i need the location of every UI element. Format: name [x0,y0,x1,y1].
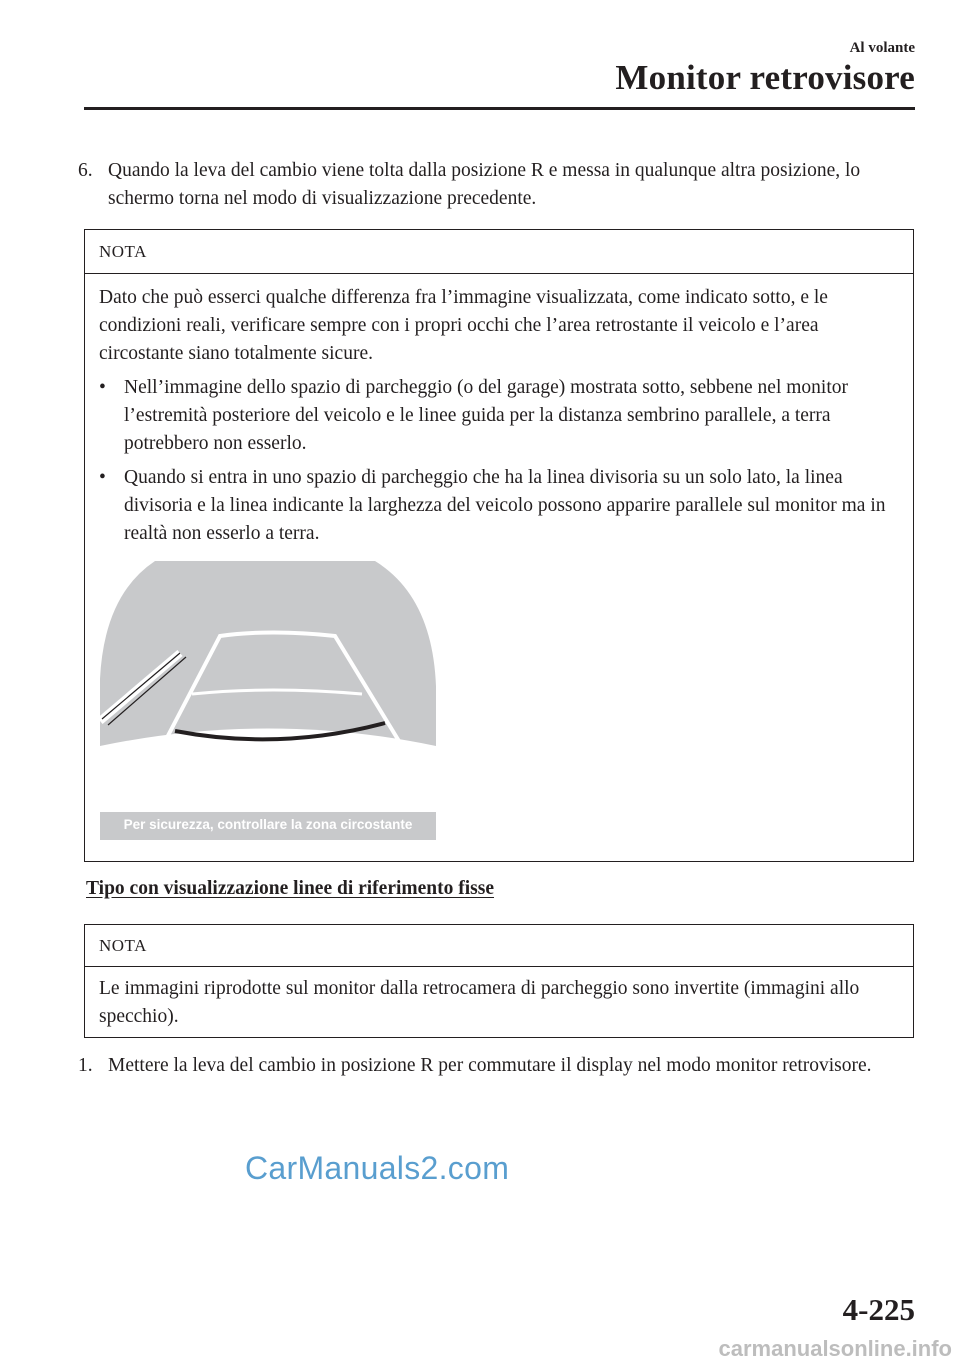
footer-website: carmanualsonline.info [718,1336,952,1361]
note-text: Le immagini riprodotte sul monitor dalla retrocamera di parcheggio sono invertite (immagini allo specchio). [99,978,860,1027]
parking-line-edge-2 [108,657,186,725]
page-title: Monitor retrovisore [615,58,915,97]
note-heading: NOTA [85,925,913,967]
note-box-2 [84,924,914,1038]
note-heading: NOTA [85,230,913,274]
right-corner-vignette [375,561,436,711]
note-bullet [99,464,899,548]
camera-view-drawing [100,561,436,840]
section-subheading: Tipo con visualizzazione linee di riferimento fisse [86,878,495,899]
bullet-text: Nell’immagine dello spazio di parcheggio (o del garage) mostrata sotto, sebbene nel monitor l’estremità posteriore del veicolo e le linee guida per la distanza sembrino parallele, a terra potrebbero non esserlo. [124,377,848,454]
note-intro: Dato che può esserci qualche differenza fra l’immagine visualizzata, come indicato sotto, e le condizioni reali, verificare sempre con i propri occhi che l’area retrostante il veicolo e l’area circostante siano totalmente sicure. [99,287,828,364]
bullet-icon: • [99,467,106,488]
bullet-text: Quando si entra in uno spazio di parcheggio che ha la linea divisoria su un solo lato, la linea divisoria e la linea indicante la larghezza del veicolo possono apparire parallele sul monitor ma in realtà non esserlo a terra. [124,467,886,544]
step-number: 1. [78,1055,93,1076]
figure-caption: Per sicurezza, controllare la zona circostante [123,817,413,832]
note-body [85,274,913,548]
note-body [85,967,913,1031]
step-number: 6. [78,160,93,181]
section-label: Al volante [849,40,915,56]
page-number: 4-225 [842,1292,915,1327]
note-bullet [99,374,899,458]
guide-line-mid [192,690,362,694]
watermark-logo: CarManuals2.com [245,1150,510,1186]
step-1 [78,1052,908,1080]
rear-camera-illustration [100,561,436,840]
step-text: Mettere la leva del cambio in posizione R per commutare il display nel modo monitor retrovisore. [108,1055,872,1076]
header-divider [84,107,915,110]
left-corner-vignette [100,561,155,711]
step-6 [78,157,908,213]
parking-line-edge-1 [102,653,180,719]
step-text: Quando la leva del cambio viene tolta dalla posizione R e messa in qualunque altra posizione, lo schermo torna nel modo di visualizzazione precedente. [108,160,861,209]
bullet-icon: • [99,377,106,398]
